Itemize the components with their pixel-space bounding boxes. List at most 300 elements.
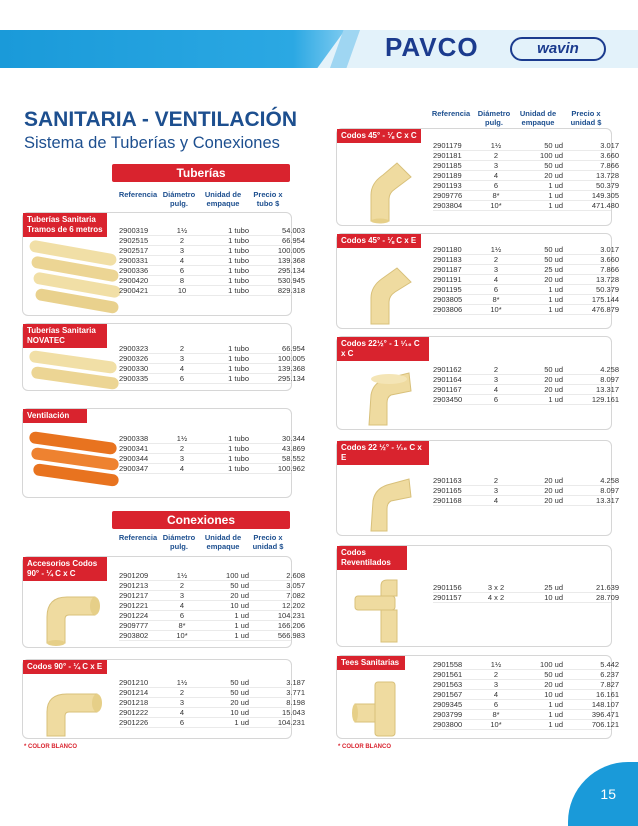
diameter-cell: 4 [179, 256, 185, 265]
price-cell: 28.709 [596, 593, 619, 602]
table-row [119, 374, 305, 384]
table-row [119, 464, 305, 474]
elbow-22-image [361, 473, 415, 533]
ref-cell: 2901164 [433, 375, 462, 384]
ref-cell: 2900347 [119, 464, 149, 473]
table-row [433, 285, 619, 295]
price-cell: 4.258 [600, 476, 619, 485]
packaging-cell: 20 ud [544, 275, 563, 284]
price-cell: 139.368 [277, 364, 305, 373]
card-rows [433, 245, 619, 315]
packaging-cell: 20 ud [544, 680, 563, 689]
packaging-cell: 20 ud [544, 171, 563, 180]
diameter-cell: 10* [490, 305, 502, 314]
table-row [433, 141, 619, 151]
table-row [119, 454, 305, 464]
packaging-cell: 20 ud [544, 375, 563, 384]
col-head-dia: Diámetro pulg. [477, 109, 511, 127]
price-cell: 295.134 [277, 266, 305, 275]
card-rows [433, 365, 619, 405]
price-cell: 8.097 [600, 486, 619, 495]
diameter-cell: 1½ [176, 678, 188, 687]
price-cell: 13.728 [596, 171, 619, 180]
col-head-emp: Unidad de empaque [204, 190, 242, 208]
ref-cell: 2901210 [119, 678, 149, 687]
price-cell: 104.231 [277, 611, 305, 620]
ref-cell: 2901189 [433, 171, 462, 180]
table-row [119, 718, 305, 728]
price-cell: 530.945 [277, 276, 305, 285]
ref-cell: 2901180 [433, 245, 462, 254]
price-cell: 66.954 [282, 236, 305, 245]
diameter-cell: 3 [179, 246, 185, 255]
ref-cell: 2901567 [433, 690, 463, 699]
diameter-cell: 3 [179, 354, 185, 363]
packaging-cell: 100 ud [226, 571, 249, 580]
ref-cell: 2903806 [433, 305, 463, 314]
ref-cell: 2900341 [119, 444, 149, 453]
card-label: Tuberías Sanitaria NOVATEC [23, 324, 107, 348]
price-cell: 295.134 [277, 374, 305, 383]
packaging-cell: 1 ud [234, 621, 249, 630]
table-row [119, 621, 305, 631]
diameter-cell: 4 x 2 [487, 593, 505, 602]
diameter-cell: 1½ [176, 571, 188, 580]
price-cell: 3.017 [600, 245, 619, 254]
diameter-cell: 2 [493, 151, 499, 160]
packaging-cell: 50 ud [230, 688, 249, 697]
price-cell: 13.728 [596, 275, 619, 284]
card-rows [433, 583, 619, 603]
ref-cell: 2900330 [119, 364, 149, 373]
packaging-cell: 20 ud [544, 476, 563, 485]
ref-cell: 2901195 [433, 285, 462, 294]
ref-cell: 2900326 [119, 354, 149, 363]
table-row [433, 181, 619, 191]
elbow-45-image [357, 159, 417, 223]
packaging-cell: 50 ud [544, 141, 563, 150]
packaging-cell: 1 tubo [228, 286, 249, 295]
table-row [119, 581, 305, 591]
table-row [433, 593, 619, 603]
table-row [119, 591, 305, 601]
diameter-cell: 6 [179, 718, 185, 727]
price-cell: 58.552 [282, 454, 305, 463]
diameter-cell: 8* [492, 710, 500, 719]
table-row [433, 365, 619, 375]
packaging-cell: 10 ud [544, 690, 563, 699]
packaging-cell: 1 ud [548, 720, 563, 729]
packaging-cell: 50 ud [544, 161, 563, 170]
diameter-cell: 6 [493, 285, 499, 294]
product-card [22, 556, 305, 648]
diameter-cell: 1½ [490, 245, 502, 254]
col-head-price: Precio x tubo $ [253, 190, 283, 208]
product-card [336, 545, 619, 647]
ref-cell: 2901558 [433, 660, 463, 669]
price-cell: 4.258 [600, 365, 619, 374]
table-row [433, 265, 619, 275]
header-band-blue [0, 30, 345, 68]
ref-cell: 2909777 [119, 621, 149, 630]
ref-cell: 2900331 [119, 256, 149, 265]
packaging-cell: 20 ud [544, 385, 563, 394]
diameter-cell: 4 [493, 385, 499, 394]
price-cell: 7.827 [600, 680, 619, 689]
ref-cell: 2901163 [433, 476, 462, 485]
diameter-cell: 3 [179, 591, 185, 600]
packaging-cell: 1 tubo [228, 464, 249, 473]
price-cell: 7.866 [600, 265, 619, 274]
col-head-emp: Unidad de empaque [519, 109, 557, 127]
ref-cell: 2901181 [433, 151, 462, 160]
card-rows [119, 678, 305, 728]
diameter-cell: 8 [179, 276, 185, 285]
card-label: Codos 22½° - 1 ¹⁄₁₆ C x C [337, 337, 429, 361]
table-row [433, 670, 619, 680]
card-label: Codos 90° - ¼ C x E [23, 660, 107, 674]
diameter-cell: 6 [493, 700, 499, 709]
table-row [119, 286, 305, 296]
table-row [119, 354, 305, 364]
price-cell: 3.057 [286, 581, 305, 590]
price-cell: 396.471 [591, 710, 619, 719]
packaging-cell: 1 tubo [228, 236, 249, 245]
table-row [119, 708, 305, 718]
packaging-cell: 1 ud [548, 191, 563, 200]
ref-cell: 2900335 [119, 374, 149, 383]
table-row [119, 276, 305, 286]
table-row [433, 161, 619, 171]
diameter-cell: 2 [179, 444, 185, 453]
ref-cell: 2900344 [119, 454, 149, 463]
table-row [119, 601, 305, 611]
table-row [433, 385, 619, 395]
card-label: Codos 22 ½° - ¹⁄₁₆ C x E [337, 441, 429, 465]
price-cell: 21.639 [596, 583, 619, 592]
price-cell: 30.344 [282, 434, 305, 443]
ref-cell: 2901224 [119, 611, 149, 620]
diameter-cell: 4 [179, 364, 185, 373]
ref-cell: 2900319 [119, 226, 149, 235]
packaging-cell: 1 tubo [228, 434, 249, 443]
diameter-cell: 2 [179, 344, 185, 353]
ref-cell: 2901563 [433, 680, 463, 689]
diameter-cell: 1½ [490, 141, 502, 150]
table-row [433, 583, 619, 593]
price-cell: 2.608 [286, 571, 305, 580]
ref-cell: 2901157 [433, 593, 462, 602]
ref-cell: 2901218 [119, 698, 149, 707]
ref-cell: 2901185 [433, 161, 462, 170]
ref-cell: 2901165 [433, 486, 462, 495]
col-head-price: Precio x unidad $ [570, 109, 602, 127]
price-cell: 13.317 [596, 385, 619, 394]
packaging-cell: 1 ud [548, 285, 563, 294]
diameter-cell: 3 x 2 [487, 583, 505, 592]
pipe-image [29, 243, 119, 313]
price-cell: 476.879 [591, 305, 619, 314]
diameter-cell: 4 [493, 496, 499, 505]
diameter-cell: 4 [493, 171, 499, 180]
diameter-cell: 6 [179, 374, 185, 383]
packaging-cell: 1 ud [548, 395, 563, 404]
diameter-cell: 8* [492, 191, 500, 200]
diameter-cell: 3 [493, 161, 499, 170]
packaging-cell: 20 ud [230, 698, 249, 707]
packaging-cell: 1 tubo [228, 256, 249, 265]
diameter-cell: 4 [179, 601, 185, 610]
footnote: * COLOR BLANCO [24, 744, 77, 750]
product-card [336, 233, 619, 329]
price-cell: 15.043 [282, 708, 305, 717]
ref-cell: 2901222 [119, 708, 149, 717]
packaging-cell: 1 tubo [228, 374, 249, 383]
price-cell: 13.317 [596, 496, 619, 505]
diameter-cell: 10* [490, 201, 502, 210]
packaging-cell: 1 ud [234, 611, 249, 620]
diameter-cell: 3 [179, 698, 185, 707]
pipe-image [29, 352, 119, 390]
diameter-cell: 4 [179, 464, 185, 473]
ref-cell: 2900336 [119, 266, 149, 275]
page-subtitle: Sistema de Tuberías y Conexiones [24, 134, 280, 152]
price-cell: 43.869 [282, 444, 305, 453]
packaging-cell: 1 tubo [228, 444, 249, 453]
ref-cell: 2901179 [433, 141, 462, 150]
ref-cell: 2901168 [433, 496, 462, 505]
ref-cell: 2900323 [119, 344, 149, 353]
table-row [433, 395, 619, 405]
table-row [433, 151, 619, 161]
diameter-cell: 2 [493, 255, 499, 264]
ref-cell: 2903799 [433, 710, 463, 719]
card-label: Codos Reventilados [337, 546, 407, 570]
table-row [433, 660, 619, 670]
table-row [119, 434, 305, 444]
ref-cell: 2901156 [433, 583, 462, 592]
table-row [119, 226, 305, 236]
section-tuberias: Tuberías [112, 164, 290, 182]
packaging-cell: 1 tubo [228, 454, 249, 463]
table-row [119, 256, 305, 266]
diameter-cell: 4 [493, 690, 499, 699]
section-conexiones: Conexiones [112, 511, 290, 529]
price-cell: 100.962 [277, 464, 305, 473]
ref-cell: 2901561 [433, 670, 463, 679]
product-card [22, 408, 305, 498]
price-cell: 5.442 [600, 660, 619, 669]
ref-cell: 2909345 [433, 700, 463, 709]
price-cell: 166.206 [277, 621, 305, 630]
diameter-cell: 1½ [176, 226, 188, 235]
ref-cell: 2903805 [433, 295, 463, 304]
price-cell: 129.161 [591, 395, 619, 404]
diameter-cell: 8* [178, 621, 186, 630]
ref-cell: 2902515 [119, 236, 149, 245]
ref-cell: 2902517 [119, 246, 149, 255]
packaging-cell: 1 ud [548, 710, 563, 719]
table-row [433, 476, 619, 486]
table-row [433, 245, 619, 255]
price-cell: 3.660 [600, 151, 619, 160]
ref-cell: 2901214 [119, 688, 149, 697]
col-head-price: Precio x unidad $ [252, 533, 284, 551]
diameter-cell: 3 [493, 486, 499, 495]
diameter-cell: 6 [179, 266, 185, 275]
packaging-cell: 1 ud [548, 700, 563, 709]
card-label: Ventilación [23, 409, 87, 423]
table-row [119, 688, 305, 698]
table-row [119, 266, 305, 276]
table-row [119, 678, 305, 688]
packaging-cell: 1 tubo [228, 266, 249, 275]
packaging-cell: 10 ud [230, 708, 249, 717]
ref-cell: 2901213 [119, 581, 149, 590]
packaging-cell: 50 ud [230, 581, 249, 590]
table-row [119, 444, 305, 454]
ref-cell: 2901221 [119, 601, 149, 610]
ref-cell: 2901187 [433, 265, 462, 274]
diameter-cell: 3 [493, 375, 499, 384]
packaging-cell: 1 ud [548, 201, 563, 210]
product-card [336, 440, 619, 536]
product-card [336, 336, 619, 430]
packaging-cell: 10 ud [230, 601, 249, 610]
table-row [119, 611, 305, 621]
table-row [433, 255, 619, 265]
ref-cell: 2901209 [119, 571, 149, 580]
ref-cell: 2909776 [433, 191, 463, 200]
card-rows [119, 226, 305, 296]
packaging-cell: 50 ud [544, 255, 563, 264]
reventilated-elbow-image [351, 576, 423, 644]
col-head-ref: Referencia [118, 533, 158, 542]
price-cell: 50.379 [596, 181, 619, 190]
product-card [22, 659, 305, 739]
packaging-cell: 50 ud [544, 365, 563, 374]
product-card [336, 128, 619, 226]
ref-cell: 2901162 [433, 365, 462, 374]
page-number: 15 [568, 762, 638, 826]
product-card [22, 212, 305, 316]
ref-cell: 2903804 [433, 201, 463, 210]
price-cell: 3.771 [286, 688, 305, 697]
price-cell: 3.187 [286, 678, 305, 687]
price-cell: 54.003 [282, 226, 305, 235]
packaging-cell: 100 ud [540, 660, 563, 669]
ref-cell: 2901191 [433, 275, 462, 284]
table-row [433, 295, 619, 305]
col-head-emp: Unidad de empaque [204, 533, 242, 551]
price-cell: 100.005 [277, 246, 305, 255]
table-row [433, 690, 619, 700]
price-cell: 3.017 [600, 141, 619, 150]
packaging-cell: 50 ud [544, 245, 563, 254]
packaging-cell: 1 tubo [228, 354, 249, 363]
card-rows [119, 571, 305, 641]
ref-cell: 2903800 [433, 720, 463, 729]
footnote: * COLOR BLANCO [338, 744, 391, 750]
table-row [119, 344, 305, 354]
ref-cell: 2901193 [433, 181, 462, 190]
product-card [336, 655, 619, 739]
table-row [433, 496, 619, 506]
price-cell: 175.144 [591, 295, 619, 304]
card-rows [433, 141, 619, 211]
table-row [119, 364, 305, 374]
ref-cell: 2901167 [433, 385, 462, 394]
sanitary-tee-image [351, 678, 425, 738]
diameter-cell: 2 [493, 670, 499, 679]
diameter-cell: 1½ [176, 434, 188, 443]
packaging-cell: 1 tubo [228, 226, 249, 235]
packaging-cell: 1 tubo [228, 344, 249, 353]
elbow-90-image [37, 686, 107, 738]
packaging-cell: 100 ud [540, 151, 563, 160]
diameter-cell: 3 [493, 680, 499, 689]
table-row [433, 305, 619, 315]
table-row [433, 375, 619, 385]
packaging-cell: 1 ud [548, 305, 563, 314]
diameter-cell: 3 [493, 265, 499, 274]
price-cell: 148.107 [591, 700, 619, 709]
packaging-cell: 1 tubo [228, 246, 249, 255]
card-label: Codos 45° - ⅛ C x E [337, 234, 421, 248]
price-cell: 100.005 [277, 354, 305, 363]
table-row [119, 571, 305, 581]
col-head-dia: Diámetro pulg. [162, 190, 196, 208]
table-row [433, 275, 619, 285]
card-rows [119, 434, 305, 474]
diameter-cell: 2 [179, 688, 185, 697]
product-card [22, 323, 305, 391]
col-head-ref: Referencia [118, 190, 158, 199]
diameter-cell: 4 [179, 708, 185, 717]
price-cell: 7.866 [600, 161, 619, 170]
pavco-logo: PAVCO [385, 32, 479, 62]
price-cell: 7.082 [286, 591, 305, 600]
packaging-cell: 25 ud [544, 265, 563, 274]
packaging-cell: 50 ud [230, 678, 249, 687]
price-cell: 149.305 [591, 191, 619, 200]
table-row [433, 201, 619, 211]
ref-cell: 2901217 [119, 591, 149, 600]
wavin-logo: wavin [510, 37, 606, 61]
card-rows [433, 660, 619, 730]
diameter-cell: 10* [176, 631, 188, 640]
ref-cell: 2901183 [433, 255, 462, 264]
table-row [433, 710, 619, 720]
table-row [433, 700, 619, 710]
card-rows [433, 476, 619, 506]
packaging-cell: 1 ud [548, 295, 563, 304]
diameter-cell: 4 [493, 275, 499, 284]
card-label: Tees Sanitarias [337, 656, 405, 670]
col-head-ref: Referencia [431, 109, 471, 118]
price-cell: 12.202 [282, 601, 305, 610]
packaging-cell: 20 ud [544, 496, 563, 505]
packaging-cell: 20 ud [230, 591, 249, 600]
table-row [433, 486, 619, 496]
card-label: Tuberías Sanitaria Tramos de 6 metros [23, 213, 107, 237]
ref-cell: 2901226 [119, 718, 149, 727]
price-cell: 566.983 [277, 631, 305, 640]
elbow-45-image [357, 264, 417, 326]
diameter-cell: 10* [490, 720, 502, 729]
packaging-cell: 10 ud [544, 593, 563, 602]
diameter-cell: 6 [493, 181, 499, 190]
